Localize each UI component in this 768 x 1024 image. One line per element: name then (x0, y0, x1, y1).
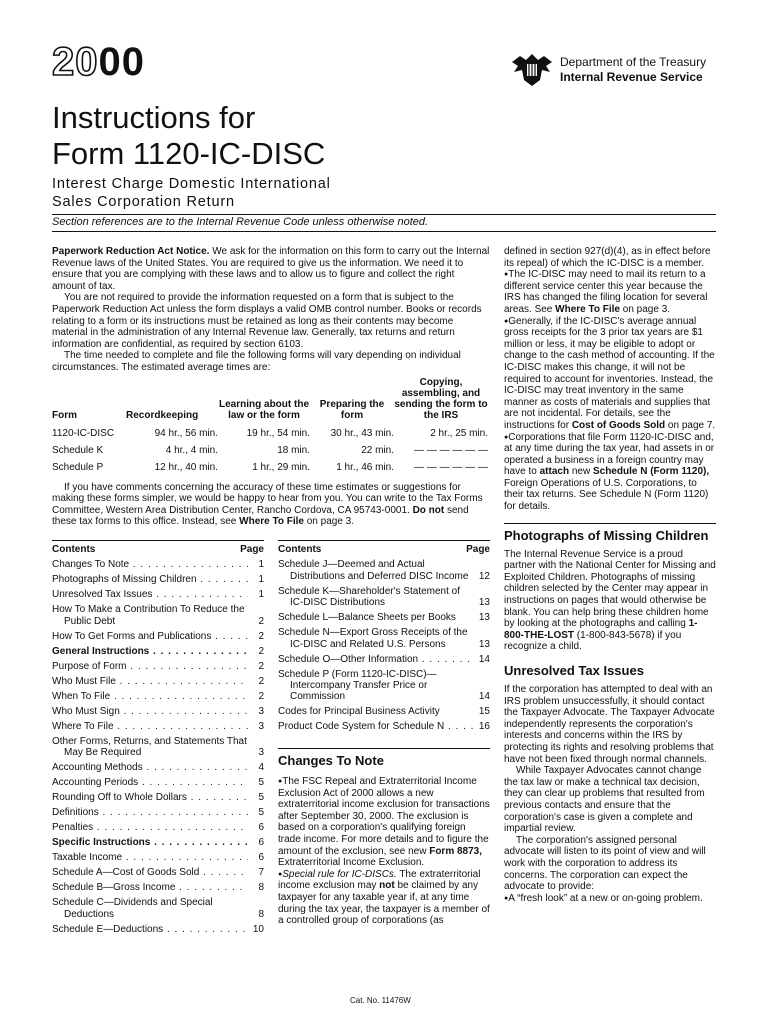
table-cell: 22 min. (361, 444, 394, 456)
toc-item-title: Purpose of Form . . . (52, 661, 248, 672)
toc-item-title: Other Forms, Returns, and Statements That May Be Required (52, 735, 247, 759)
toc-item[interactable] (52, 604, 264, 627)
contents-right (278, 540, 490, 736)
toc-item-page: 1 (258, 589, 264, 601)
toc-item-page: 1 (258, 574, 264, 586)
toc-item-title: Specific Instructions . . . (52, 837, 248, 848)
schedule-n-ref: Schedule N (Form 1120), (592, 466, 710, 478)
toc-item[interactable] (52, 837, 264, 848)
toc-item-page: 10 (252, 923, 264, 935)
cost-of-goods-sold-ref: Cost of Goods Sold (571, 419, 666, 431)
section-rule (278, 748, 490, 749)
agency-line-2: Internal Revenue Service (560, 70, 703, 84)
right-column (504, 246, 716, 904)
table-cell: — — — — — — (414, 461, 488, 473)
contents-left (52, 540, 264, 939)
catalog-number: Cat. No. 11476W (350, 996, 411, 1005)
changes-text: be claimed by any taxpayer for any taxable year if, at any time during the tax year, the taxpayer is a member of a controlled group of corporations (as (278, 880, 490, 927)
table-cell: Schedule P (52, 461, 104, 473)
toc-item[interactable] (52, 736, 264, 759)
toc-item[interactable] (52, 792, 264, 803)
toc-item-page: 12 (478, 570, 490, 582)
toc-item-title: Schedule K—Shareholder's Statement of IC-DISC Distributions (278, 585, 461, 609)
table-header: Preparing the form (319, 398, 385, 421)
toc-item-title: Schedule J—Deemed and Actual Distributions and Deferred DISC Income (278, 559, 469, 582)
table-row (52, 459, 488, 476)
toc-item[interactable] (52, 721, 264, 732)
toc-item-title: How To Make a Contribution To Reduce the Public Debt (52, 604, 245, 627)
toc-item[interactable] (52, 777, 264, 788)
changes-text: The FSC Repeal and Extraterritorial Income Exclusion Act of 2000 allows a new extraterritorial income exclusion for transactions after September 30, 2000. The exclusion is based on a corporation's qualifying foreign trade income. For more details and to figure the amount of the exclusion, see new (278, 776, 490, 857)
table-header-row (52, 377, 488, 425)
table-cell: 4 hr., 4 min. (165, 444, 218, 456)
subtitle-line-2: Sales Corporation Return (52, 194, 235, 210)
toc-item-title: When To File . . . (52, 691, 248, 702)
toc-item[interactable] (52, 574, 264, 585)
table-header: Form (52, 409, 77, 421)
section-rule (504, 523, 716, 524)
section-reference-note: Section references are to the Internal Revenue Code unless otherwise noted. (52, 216, 429, 228)
where-to-file-link: Where To File (555, 303, 620, 315)
contents-heading: Contents (278, 544, 322, 555)
toc-item-title: Where To File . . . (52, 721, 248, 732)
changes-bold: not (379, 880, 395, 892)
table-cell: 1 hr., 46 min. (336, 461, 394, 473)
toc-item-page: 2 (258, 660, 264, 672)
page-heading: Page (466, 544, 490, 555)
toc-item[interactable] (278, 612, 490, 623)
changes-bullet-1 (278, 776, 490, 869)
table-cell: — — — — — — (414, 444, 488, 456)
table-cell: 18 min. (277, 444, 310, 456)
toc-item-page: 14 (478, 653, 490, 665)
toc-item[interactable] (52, 706, 264, 717)
toc-item[interactable] (52, 631, 264, 642)
toc-item[interactable] (278, 654, 490, 665)
changes-bullet-2 (278, 869, 490, 927)
toc-item[interactable] (52, 559, 264, 570)
header-rule (52, 214, 716, 215)
page-heading: Page (240, 544, 264, 555)
toc-item[interactable] (52, 676, 264, 687)
toc-item-page: 8 (258, 908, 264, 920)
toc-item-page: 3 (258, 747, 264, 759)
toc-item[interactable] (278, 559, 490, 582)
toc-item-title: Schedule O—Other Information . . . (278, 654, 474, 665)
toc-item-title: Schedule E—Deductions . . . (52, 924, 248, 935)
toc-item-page: 13 (478, 597, 490, 609)
table-cell: 94 hr., 56 min. (154, 427, 218, 439)
toc-item-title: Accounting Periods . . . (52, 777, 248, 788)
year-solid: 00 (98, 40, 145, 84)
paperwork-notice (52, 246, 490, 528)
toc-item-title: Schedule A—Cost of Goods Sold . . . (52, 867, 248, 878)
toc-item-title: Unresolved Tax Issues . . . (52, 589, 248, 600)
toc-item-title: How To Get Forms and Publications . . . (52, 631, 248, 642)
changes-text: Extraterritorial Income Exclusion. (278, 857, 425, 869)
toc-item-page: 13 (478, 638, 490, 650)
right-bullet-1 (504, 269, 716, 315)
agency-line-1: Department of the Treasury (560, 55, 707, 69)
table-cell: Schedule K (52, 444, 104, 456)
unresolved-heading: Unresolved Tax Issues (504, 663, 644, 678)
toc-item-title: Taxable Income . . . (52, 852, 248, 863)
toc-item-page: 5 (258, 807, 264, 819)
toc-item-page: 2 (258, 645, 264, 657)
unresolved-p2: While Taxpayer Advocates cannot change the tax law or make a technical tax decision, they can clear up problems that resulted from previous contacts and ensure that the corporation's case is given a complete and impartial review. (504, 765, 705, 835)
irs-eagle-icon (510, 52, 554, 88)
right-text: new (571, 466, 591, 478)
right-text: Foreign Operations of U.S. Corporations, to their tax returns. See Schedule N (Form 1120) for details. (504, 477, 709, 513)
time-estimates-table (52, 377, 488, 476)
toc-item[interactable] (52, 882, 264, 893)
toc-item-page: 5 (258, 792, 264, 804)
changes-to-note (278, 748, 490, 927)
toc-item-page: 3 (258, 720, 264, 732)
table-cell: 19 hr., 54 min. (246, 427, 310, 439)
toc-item[interactable] (52, 897, 264, 920)
year (52, 42, 145, 82)
toc-item[interactable] (52, 852, 264, 863)
hotline-number: 1-800-THE-LOST (504, 618, 698, 641)
paperwork-p3: The time needed to complete and file the following forms will vary depending on individual circumstances. The estimated average times are: (52, 350, 461, 373)
toc-item[interactable] (52, 646, 264, 657)
toc-item-page: 15 (478, 706, 490, 718)
toc-item-title: Accounting Methods . . . (52, 762, 248, 773)
right-text: Generally, if the IC-DISC's average annual gross receipts for the 3 prior tax years are $1 million or less, it may be eligible to adopt or change to the cash method of accounting. If the IC-DISC makes this change, it will not be required to account for inventories. Instead, the IC-DISC may treat inventory in the same manner as costs of materials and supplies that are not incidental. For details, see the instructions for (504, 315, 715, 431)
toc-item-page: 2 (258, 630, 264, 642)
paperwork-p4-text: on page 3. (306, 516, 355, 528)
toc-item[interactable] (278, 669, 490, 703)
photos-body: (1-800-843-5678) if you recognize a child. (504, 629, 682, 653)
toc-item-title: Schedule P (Form 1120-IC-DISC)—Intercompany Transfer Price or Commission (278, 668, 437, 703)
toc-item-title: Product Code System for Schedule N . . . (278, 721, 474, 732)
paperwork-p2: You are not required to provide the information requested on a form that is subject to the Paperwork Reduction Act unless the form displays a valid OMB control number. Books or records relating to a form or its instructions must be retained as long as their contents may become material in the administration of any Internal Revenue law. Generally, tax returns and return information are confidential, as required by section 6103. (52, 292, 482, 350)
changes-text: The extraterritorial income exclusion may (278, 868, 481, 892)
toc-item[interactable] (52, 924, 264, 935)
toc-item-page: 1 (258, 559, 264, 571)
title-line-2: Form 1120-IC-DISC (52, 136, 326, 171)
page-title (52, 100, 325, 172)
toc-item[interactable] (52, 661, 264, 672)
paperwork-p4-text: send these tax forms to this office. Instead, see (52, 504, 469, 528)
paperwork-heading: Paperwork Reduction Act Notice. (52, 246, 210, 257)
table-row (52, 442, 488, 459)
toc-item-page: 3 (258, 705, 264, 717)
form-8873-ref: Form 8873, (429, 845, 483, 857)
table-row (52, 425, 488, 442)
toc-item-page: 2 (258, 675, 264, 687)
changes-heading: Changes To Note (278, 753, 384, 768)
toc-item-page: 4 (258, 762, 264, 774)
toc-item[interactable] (278, 586, 490, 609)
toc-item-page: 2 (258, 615, 264, 627)
paperwork-p4-bold: Do not (412, 504, 445, 516)
contents-heading: Contents (52, 544, 96, 555)
toc-item[interactable] (52, 691, 264, 702)
right-text: on page 3. (622, 303, 671, 315)
toc-item-page: 6 (258, 837, 264, 849)
table-cell: 1120-IC-DISC (52, 427, 115, 439)
toc-item[interactable] (278, 627, 490, 650)
table-cell: 30 hr., 43 min. (330, 427, 394, 439)
toc-item-title: Who Must File . . . (52, 676, 248, 687)
toc-item-title: Schedule L—Balance Sheets per Books (278, 612, 456, 624)
table-header: Copying, assembling, and sending the form to the IRS (394, 376, 488, 421)
agency-block (510, 52, 706, 88)
right-bold: attach (539, 466, 570, 478)
toc-item[interactable] (52, 822, 264, 833)
toc-item-title: Schedule C—Dividends and Special Deductions (52, 897, 213, 920)
toc-item-title: Codes for Principal Business Activity (278, 706, 440, 718)
table-cell: 12 hr., 40 min. (154, 461, 218, 473)
toc-item-title: Rounding Off to Whole Dollars . . . (52, 792, 248, 803)
toc-item-title: Schedule N—Export Gross Receipts of the IC-DISC and Related U.S. Persons (278, 627, 468, 650)
subtitle-line-1: Interest Charge Domestic International (52, 176, 331, 192)
photos-text (504, 549, 716, 653)
toc-item-title: Penalties . . . (52, 822, 248, 833)
toc-item[interactable] (52, 807, 264, 818)
table-header: Recordkeeping (126, 409, 199, 421)
toc-item-page: 5 (258, 777, 264, 789)
paperwork-p1: We ask for the information on this form to carry out the Internal Revenue laws of the United States. You are required to give us the information. We need it to ensure that you are complying with these laws and to allow us to figure and collect the right amount of tax. (52, 246, 490, 292)
right-text: Corporations that file Form 1120-IC-DISC and, at any time during the tax year, had assets in or operated a business in a foreign country may have to (504, 431, 715, 478)
toc-item-page: 14 (478, 691, 490, 703)
toc-item-page: 16 (478, 721, 490, 733)
table-header: Learning about the law or the form (219, 398, 309, 421)
photos-body: The Internal Revenue Service is a proud partner with the National Center for Missing and Exploited Children. Photographs of missing children selected by the Center may appear in instructions on pages that would otherwise be blank. You can help bring these children home by looking at the photographs and calling (504, 548, 716, 630)
right-bullet-2 (504, 316, 716, 432)
toc-item-title: Changes To Note . . . (52, 559, 248, 570)
toc-item[interactable] (52, 867, 264, 878)
toc-item-page: 2 (258, 690, 264, 702)
toc-item-page: 7 (258, 867, 264, 879)
right-text: on page 7. (667, 419, 716, 431)
toc-item-page: 6 (258, 852, 264, 864)
toc-item[interactable] (278, 721, 490, 732)
toc-item-title: Who Must Sign . . . (52, 706, 248, 717)
subtitle (52, 175, 331, 211)
toc-item-title: General Instructions . . . (52, 646, 248, 657)
title-line-1: Instructions for (52, 100, 256, 135)
right-text: The IC-DISC may need to mail its return to a different service center this year because the IRS has changed the filing location for several areas. See (504, 269, 708, 315)
right-bullet-3 (504, 432, 716, 513)
where-to-file-link: Where To File (239, 516, 304, 528)
right-continued: defined in section 927(d)(4), as in effect before its repeal) of which the IC-DISC is a member. (504, 246, 711, 269)
toc-item[interactable] (278, 706, 490, 717)
table-cell: 1 hr., 29 min. (252, 461, 310, 473)
toc-item[interactable] (52, 762, 264, 773)
toc-item-title: Photographs of Missing Children . . . (52, 574, 248, 585)
toc-item-title: Definitions . . . (52, 807, 248, 818)
toc-item[interactable] (52, 589, 264, 600)
photos-heading: Photographs of Missing Children (504, 527, 709, 543)
paperwork-p4 (52, 482, 490, 528)
toc-item-page: 8 (258, 882, 264, 894)
unresolved-bullet: ● A “fresh look” at a new or on-going problem. (504, 893, 716, 905)
unresolved-p1: If the corporation has attempted to deal with an IRS problem unsuccessfully, it should contact the Taxpayer Advocate. The Taxpayer Advocate independently represents the corporation's interests and concerns within the IRS by protecting its rights and resolving problems that have not been fixed through normal channels. (504, 684, 715, 765)
special-rule-label: Special rule for IC-DISCs. (282, 868, 397, 880)
toc-item-page: 13 (478, 612, 490, 624)
unresolved-p3: The corporation's assigned personal advocate will listen to its point of view and will work with the corporation to address its concerns. The corporation can expect the advocate to provide: (504, 834, 706, 893)
toc-item-page: 6 (258, 822, 264, 834)
year-outline: 20 (52, 40, 99, 84)
paperwork-p4-text: If you have comments concerning the accuracy of these time estimates or suggestions for making these forms simpler, we would be happy to hear from you. You can write to the Tax Forms Committee, Western Area Distribution Center, Rancho Cordova, CA 95743-0001. (52, 481, 483, 516)
toc-item-title: Schedule B—Gross Income . . . (52, 882, 248, 893)
table-cell: 2 hr., 25 min. (430, 427, 488, 439)
header-rule-2 (52, 231, 716, 232)
